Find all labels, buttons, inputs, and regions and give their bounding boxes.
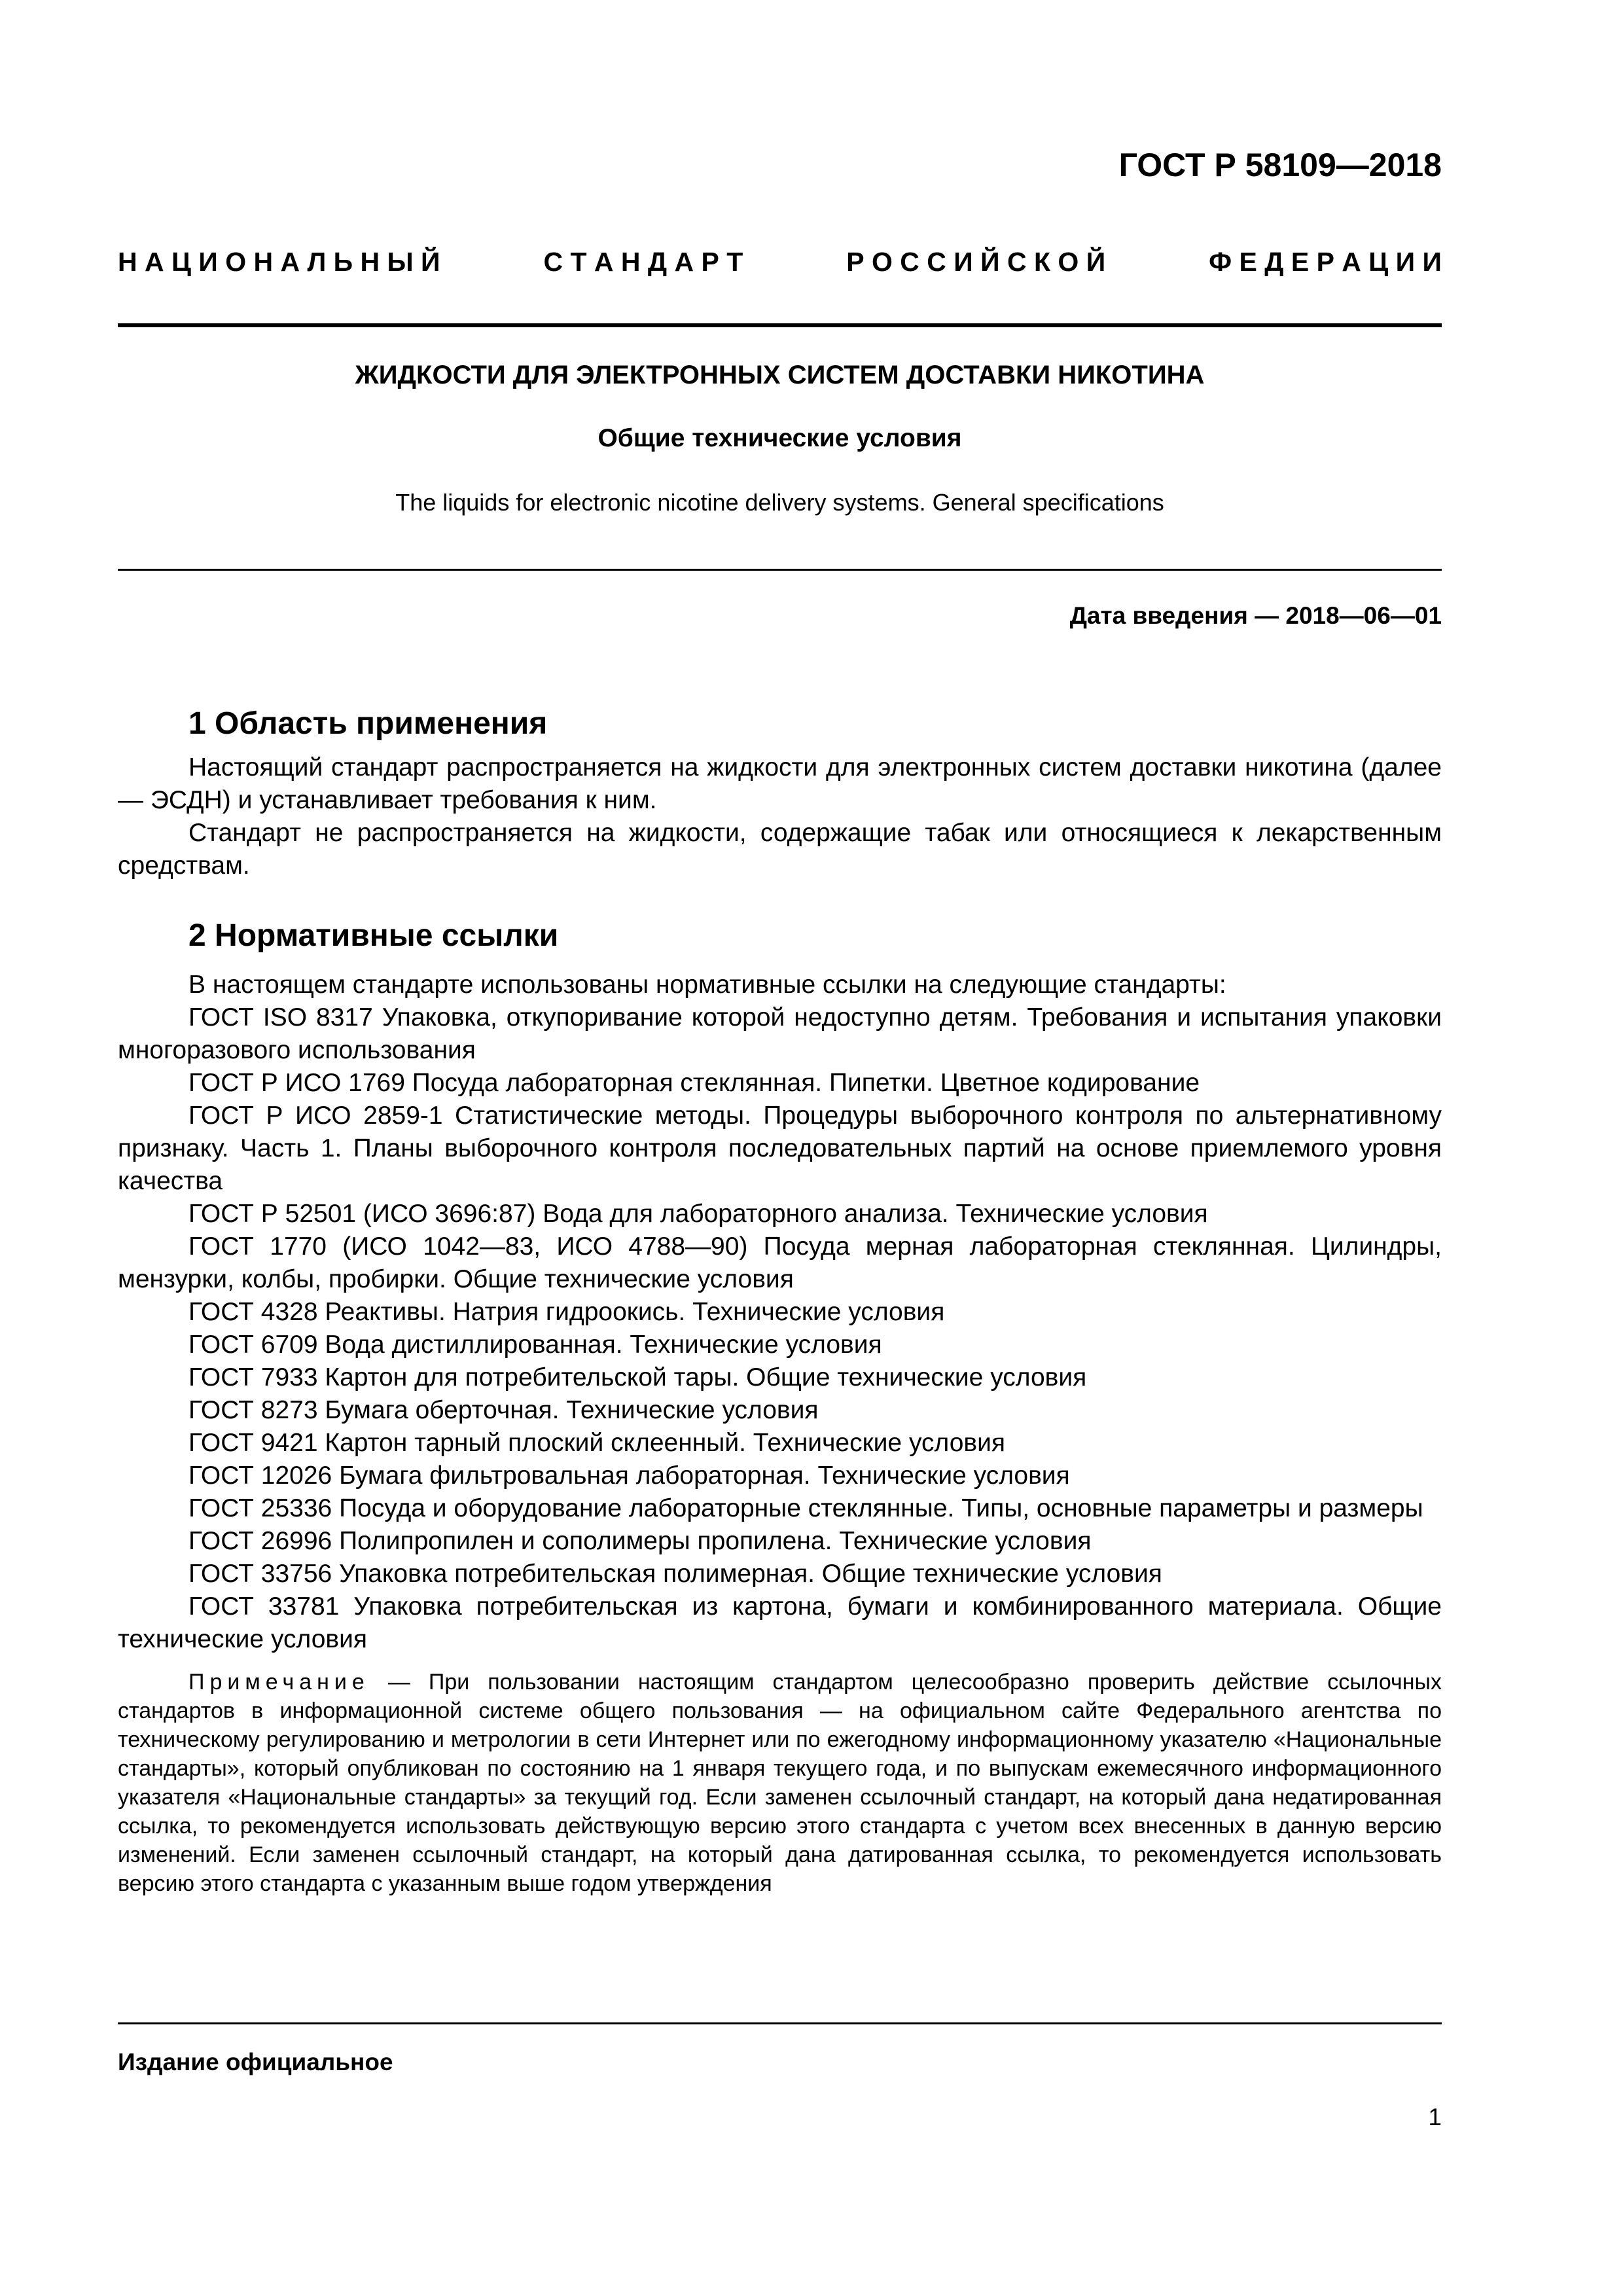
reference-item: ГОСТ 6709 Вода дистиллированная. Технические условия	[188, 1331, 882, 1359]
reference-item: ГОСТ 33781 Упаковка потребительская из картона, бумаги и комбинированного материала. Общие технические условия	[118, 1592, 1442, 1653]
reference-item: ГОСТ 33756 Упаковка потребительская полимерная. Общие технические условия	[188, 1560, 1162, 1588]
reference-item: ГОСТ 9421 Картон тарный плоский склеенный. Технические условия	[188, 1429, 1006, 1457]
note-label: Примечание	[188, 1670, 370, 1695]
national-standard-banner	[118, 245, 1442, 278]
reference-item: ГОСТ 12026 Бумага фильтровальная лабораторная. Технические условия	[188, 1462, 1070, 1490]
reference-item: ГОСТ Р ИСО 2859-1 Статистические методы. Процедуры выборочного контроля по альтернативному признаку. Часть 1. Планы выборочного контроля последовательных партий на основе приемлемого уровня качества	[118, 1102, 1442, 1195]
reference-item: ГОСТ 26996 Полипропилен и сополимеры пропилена. Технические условия	[188, 1527, 1092, 1555]
scope-paragraph: Настоящий стандарт распространяется на жидкости для электронных систем доставки никотина (далее — ЭСДН) и устанавливает требования к ним.	[118, 753, 1442, 814]
scope-paragraph: Стандарт не распространяется на жидкости, содержащие табак или относящиеся к лекарственным средствам.	[118, 819, 1442, 880]
page-number: 1	[1428, 2104, 1442, 2130]
header-divider	[118, 323, 1442, 327]
document-title: ЖИДКОСТИ ДЛЯ ЭЛЕКТРОННЫХ СИСТЕМ ДОСТАВКИ НИКОТИНА	[355, 361, 1205, 389]
references-note	[118, 1668, 1442, 1898]
english-title: The liquids for electronic nicotine delivery systems. General specifications	[395, 489, 1164, 516]
banner-word: Р О С С И Й С К О Й	[846, 247, 1106, 277]
footer-divider	[118, 2022, 1442, 2024]
standard-designation: ГОСТ Р 58109—2018	[1118, 147, 1442, 183]
title-divider	[118, 569, 1442, 571]
document-body	[118, 704, 1442, 1898]
document-subtitle: Общие технические условия	[597, 424, 962, 452]
introduction-date: Дата введения — 2018—06—01	[1069, 602, 1442, 629]
reference-item: ГОСТ 25336 Посуда и оборудование лабораторные стеклянные. Типы, основные параметры и размеры	[188, 1494, 1423, 1522]
section-heading-references: 2 Нормативные ссылки	[188, 918, 559, 953]
reference-item: ГОСТ Р ИСО 1769 Посуда лабораторная стеклянная. Пипетки. Цветное кодирование	[188, 1069, 1200, 1097]
references-intro: В настоящем стандарте использованы нормативные ссылки на следующие стандарты:	[188, 971, 1226, 999]
reference-item: ГОСТ 4328 Реактивы. Натрия гидроокись. Технические условия	[188, 1298, 945, 1326]
reference-item: ГОСТ 8273 Бумага оберточная. Технические условия	[188, 1396, 819, 1424]
reference-item: ГОСТ ISO 8317 Упаковка, откупоривание которой недоступно детям. Требования и испытания упаковки многоразового использования	[118, 1003, 1442, 1064]
banner-word: Н А Ц И О Н А Л Ь Н Ы Й	[118, 247, 440, 277]
reference-item: ГОСТ 7933 Картон для потребительской тары. Общие технические условия	[188, 1363, 1087, 1391]
section-heading-scope: 1 Область применения	[188, 706, 548, 741]
banner-word: С Т А Н Д А Р Т	[543, 247, 743, 277]
reference-item: ГОСТ 1770 (ИСО 1042—83, ИСО 4788—90) Посуда мерная лабораторная стеклянная. Цилиндры, мензурки, колбы, пробирки. Общие технические условия	[118, 1232, 1442, 1293]
reference-item: ГОСТ Р 52501 (ИСО 3696:87) Вода для лабораторного анализа. Технические условия	[188, 1200, 1208, 1228]
note-text: — При пользовании настоящим стандартом целесообразно проверить действие ссылочных стандартов в информационной системе общего пользования — на официальном сайте Федерального агентства по техническому регулированию и метрологии в сети Интернет или по ежегодному информационному указателю «Национальные стандарты», который опубликован по состоянию на 1 января текущего года, и по выпускам ежемесячного информационного указателя «Национальные стандарты» за текущий год. Если заменен ссылочный стандарт, на который дана недатированная ссылка, то рекомендуется использовать действующую версию этого стандарта с учетом всех внесенных в данную версию изменений. Если заменен ссылочный стандарт, на который дана датированная ссылка, то рекомендуется использовать версию этого стандарта с указанным выше годом утверждения	[118, 1670, 1442, 1896]
official-edition-label: Издание официальное	[118, 2049, 393, 2075]
banner-word: Ф Е Д Е Р А Ц И И	[1209, 247, 1442, 277]
